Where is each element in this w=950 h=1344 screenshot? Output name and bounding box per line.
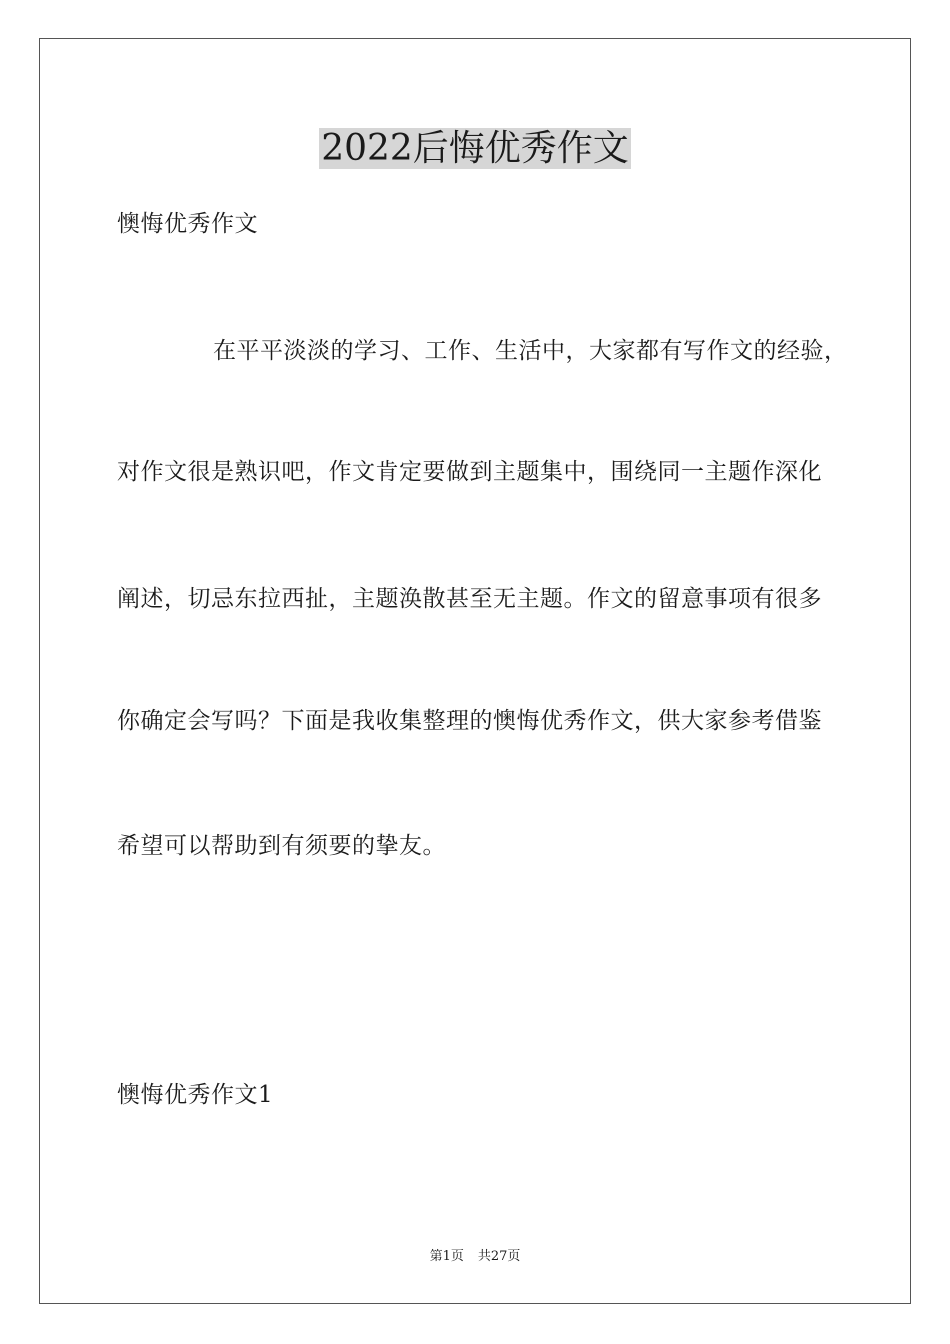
paragraph-line-5: 希望可以帮助到有须要的挚友。 [117, 833, 446, 859]
paragraph-line-2: 对作文很是熟识吧，作文肯定要做到主题集中，围绕同一主题作深化 [117, 459, 822, 485]
paragraph-line-4: 你确定会写吗？下面是我收集整理的懊悔优秀作文，供大家参考借鉴 [117, 708, 822, 734]
page-total: 共27页 [477, 1249, 521, 1264]
document-title [0, 126, 950, 172]
page-number: 第1页 [429, 1249, 464, 1264]
paragraph-line-3: 阐述，切忌东拉西扯，主题涣散甚至无主题。作文的留意事项有很多 [117, 586, 822, 612]
paragraph-line-1: 在平平淡淡的学习、工作、生活中，大家都有写作文的经验， [213, 338, 848, 364]
document-title-text: 2022后悔优秀作文 [321, 128, 629, 169]
section-heading: 懊悔优秀作文1 [117, 1082, 274, 1108]
document-subtitle: 懊悔优秀作文 [117, 211, 258, 237]
page-footer [0, 1248, 950, 1266]
